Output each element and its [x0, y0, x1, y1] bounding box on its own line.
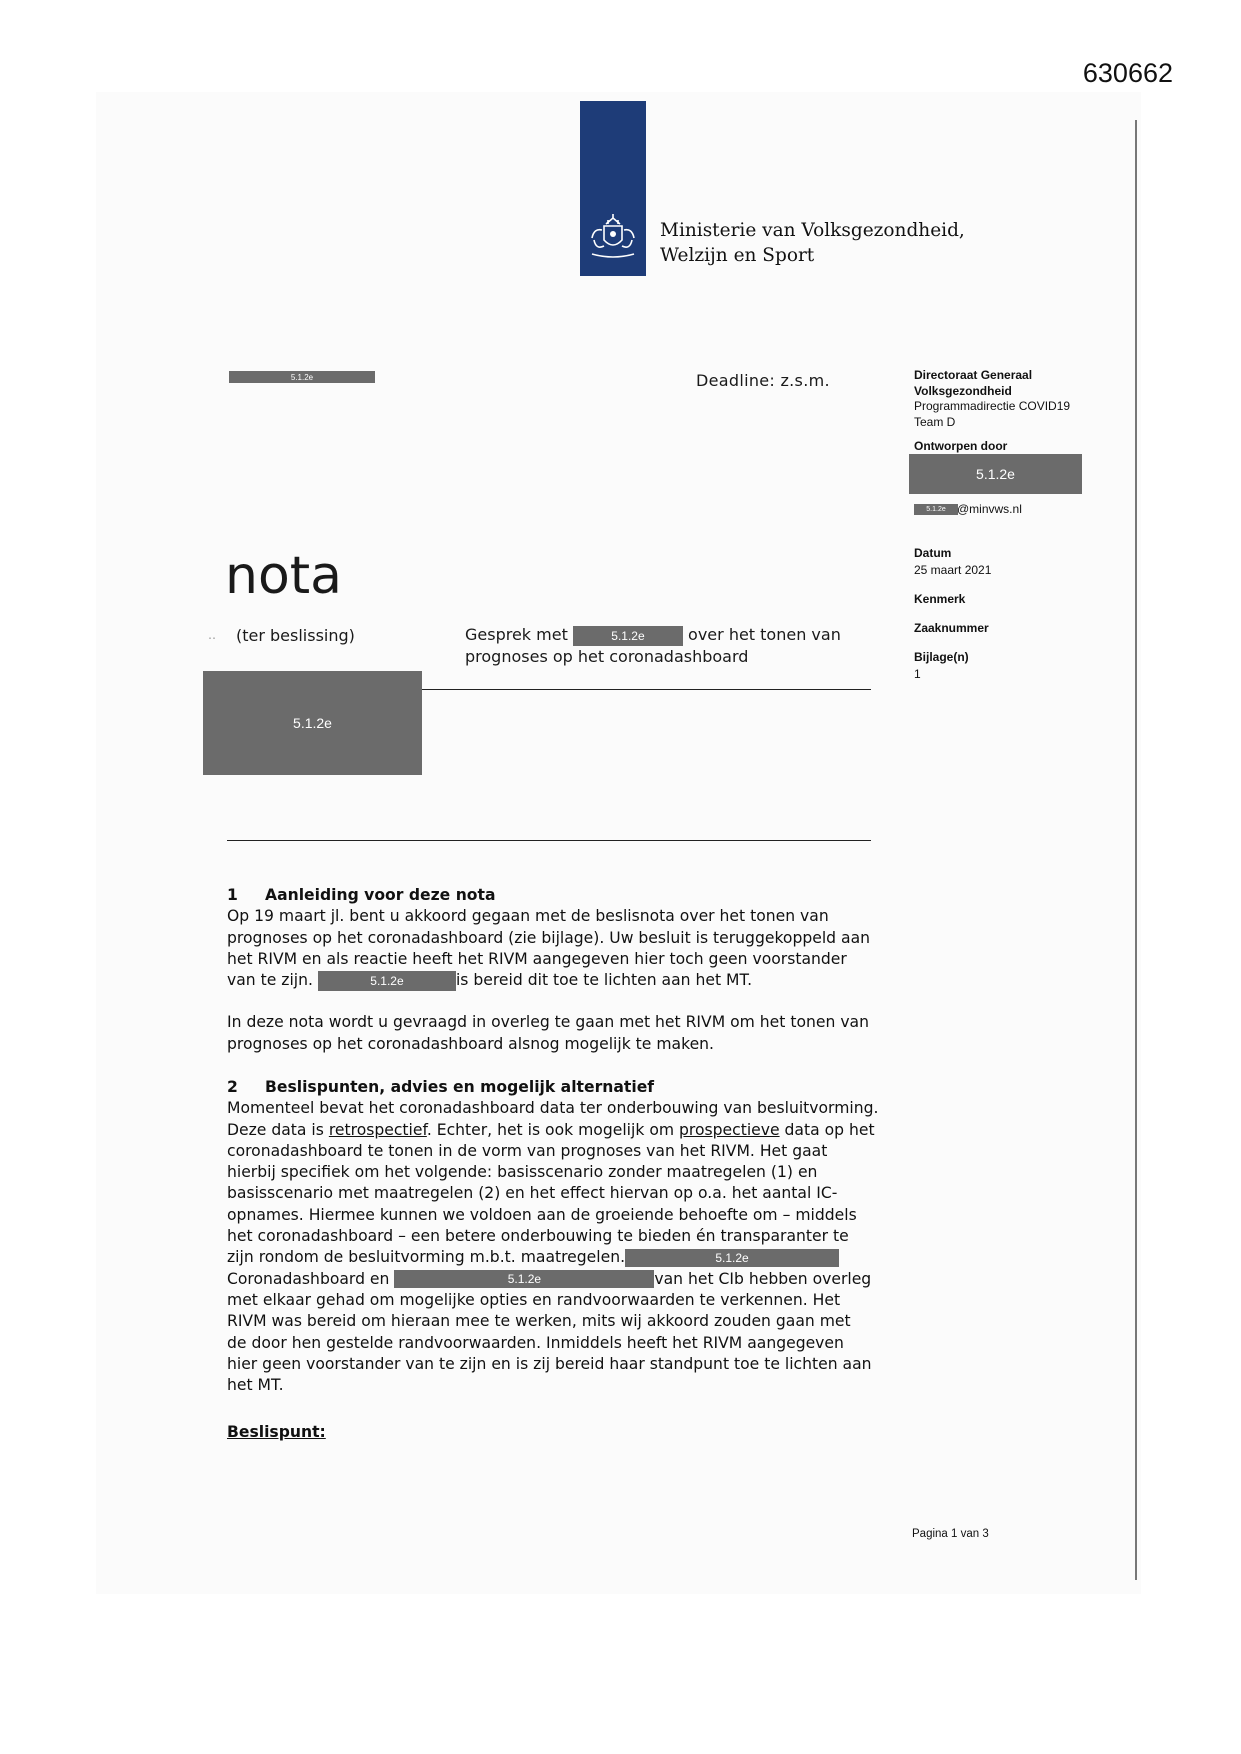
divider: [422, 689, 871, 690]
section-1-line: van te zijn. 5.1.2e is bereid dit toe te lichten aan het MT.: [227, 971, 753, 990]
subject-part2: over het tonen van: [688, 625, 841, 644]
sidebar-org-line4: Team D: [914, 414, 956, 429]
section-2-line: Momenteel bevat het coronadashboard data ter onderbouwing van besluitvorming.: [227, 1099, 879, 1118]
designed-by-label: Ontworpen door: [914, 439, 1008, 453]
section-2-line: het MT.: [227, 1376, 284, 1395]
scan-edge: [1135, 120, 1137, 1580]
sidebar-org-line2: Volksgezondheid: [914, 383, 1012, 398]
subject-line1: [465, 624, 885, 646]
email-suffix: @minvws.nl: [957, 502, 1022, 516]
section-2-line: de door hen gestelde randvoorwaarden. Inmiddels heeft het RIVM aangegeven: [227, 1333, 844, 1352]
divider: [227, 840, 871, 841]
document-id: 630662: [1082, 58, 1173, 88]
redacted-box: 5.1.2e: [914, 504, 958, 515]
section-1: [227, 885, 907, 1055]
ministry-name-line2: Welzijn en Sport: [660, 245, 815, 266]
deadline: Deadline: z.s.m.: [696, 371, 830, 390]
section-1-line: Op 19 maart jl. bent u akkoord gegaan met de beslisnota over het tonen van: [227, 907, 829, 926]
section-1-line: prognoses op het coronadashboard (zie bijlage). Uw besluit is teruggekoppeld aan: [227, 928, 871, 947]
sidebar-org-line1: Directoraat Generaal: [914, 368, 1033, 382]
section-1-heading: 1 Aanleiding voor deze nota: [227, 886, 496, 904]
kenmerk-label: Kenmerk: [914, 592, 966, 606]
section-2-line: hierbij specifiek om het volgende: basisscenario zonder maatregelen (1) en: [227, 1163, 818, 1182]
section-2-line: opnames. Hiermee kunnen we voldoen aan de groeiende behoefte om – middels: [227, 1205, 857, 1224]
subject-line2: prognoses op het coronadashboard: [465, 647, 749, 666]
section-2-heading: 2 Beslispunten, advies en mogelijk alternatief: [227, 1078, 655, 1096]
section-2-line: met elkaar gehad om mogelijke opties en randvoorwaarden te verkennen. Het: [227, 1290, 841, 1309]
section-2-line: RIVM was bereid om hieraan mee te werken, mits wij akkoord zouden gaan met: [227, 1312, 851, 1331]
section-2-line: hier geen voorstander van te zijn en is zij bereid haar standpunt toe te lichten aan: [227, 1354, 872, 1373]
section-2-line: het coronadashboard – een betere onderbouwing te bieden én transparanter te: [227, 1227, 849, 1246]
redacted-box: 5.1.2e: [625, 1249, 839, 1267]
ministry-name-line1: Ministerie van Volksgezondheid,: [660, 220, 965, 241]
bijlage-value: 1: [914, 667, 921, 681]
redacted-box: 5.1.2e: [318, 971, 456, 991]
ministry-name: [660, 218, 965, 268]
zaaknummer-label: Zaaknummer: [914, 621, 989, 635]
redacted-box: 5.1.2e: [573, 626, 683, 646]
decision-type: (ter beslissing): [236, 626, 355, 645]
section-2-line: coronadashboard te tonen in de vorm van prognoses van het RIVM. Het gaat: [227, 1141, 828, 1160]
subject-part1: Gesprek met: [465, 625, 568, 644]
document-title: nota: [225, 546, 343, 606]
section-1-line: prognoses op het coronadashboard alsnog mogelijk te maken.: [227, 1034, 714, 1053]
coat-of-arms-icon: [584, 210, 642, 262]
sidebar-org-line3: Programmadirectie COVID19: [914, 399, 1071, 413]
section-2: [227, 1077, 917, 1444]
bijlage-label: Bijlage(n): [914, 650, 969, 664]
subject: [465, 624, 885, 668]
section-2-line: Deze data is retrospectief. Echter, het is ook mogelijk om prospectieve data op het: [227, 1120, 875, 1139]
section-1-line: In deze nota wordt u gevraagd in overleg te gaan met het RIVM om het tonen van: [227, 1013, 869, 1032]
redacted-box: 5.1.2e: [394, 1270, 654, 1288]
beslispunt-label: Beslispunt:: [227, 1423, 326, 1442]
sidebar-org: [914, 368, 1070, 430]
redacted-box: 5.1.2e: [909, 454, 1082, 494]
section-2-line: zijn rondom de besluitvorming m.b.t. maatregelen. 5.1.2e: [227, 1247, 917, 1268]
page-number: Pagina 1 van 3: [912, 1528, 989, 1540]
checkbox-mark-icon: ․․: [208, 628, 217, 642]
date-value: 25 maart 2021: [914, 563, 992, 577]
section-1-line: het RIVM en als reactie heeft het RIVM aangegeven hier toch geen voorstander: [227, 949, 847, 968]
date-label: Datum: [914, 546, 952, 560]
redacted-box: 5.1.2e: [229, 371, 375, 383]
redacted-box: 5.1.2e: [203, 671, 422, 775]
section-2-line: Coronadashboard en 5.1.2e van het CIb hebben overleg: [227, 1269, 872, 1288]
section-2-line: basisscenario met maatregelen (2) en het effect hiervan op o.a. het aantal IC-: [227, 1184, 838, 1203]
